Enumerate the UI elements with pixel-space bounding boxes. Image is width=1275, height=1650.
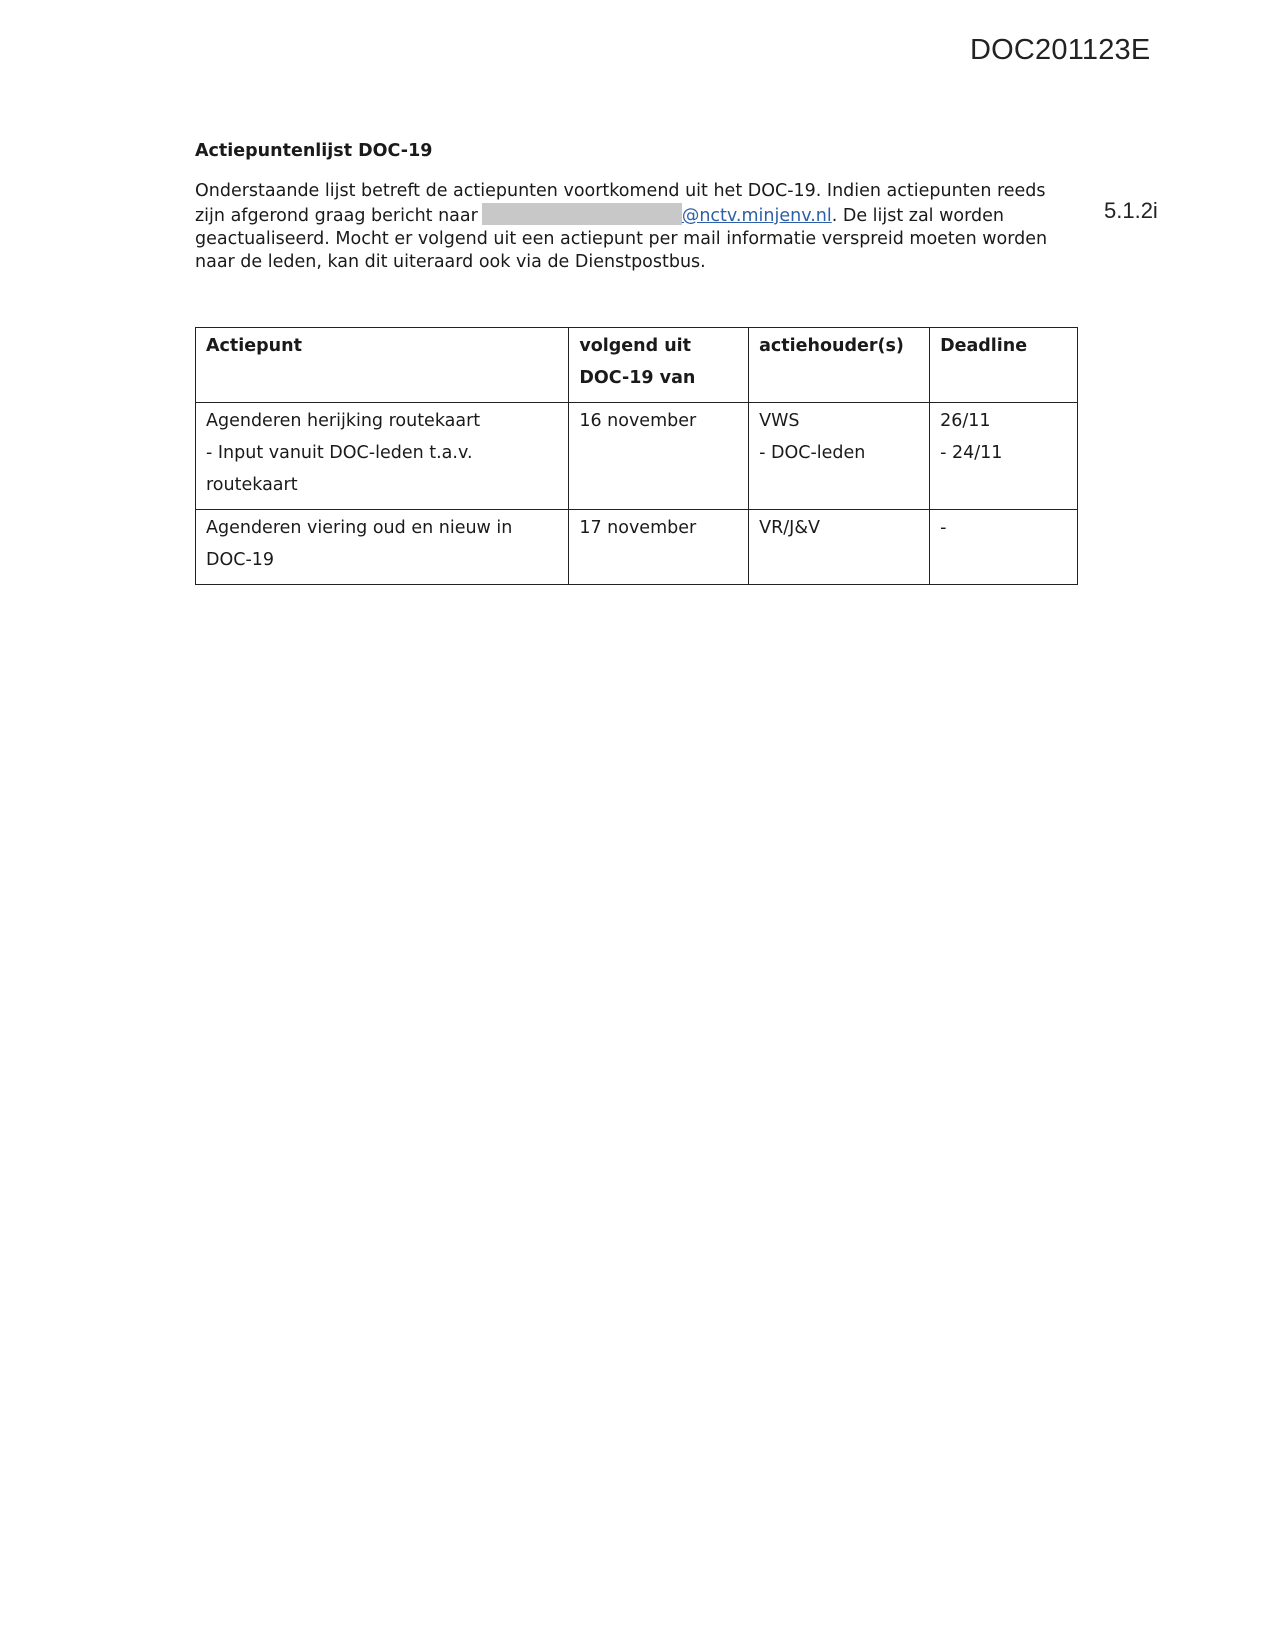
cell-text: routekaart xyxy=(206,475,298,495)
redaction-block xyxy=(482,203,682,225)
page-title: Actiepuntenlijst DOC-19 xyxy=(195,141,433,161)
cell-actiepunt xyxy=(196,403,569,510)
intro-line-2-end: . De lijst zal worden xyxy=(831,206,1004,226)
cell-text: VR/J&V xyxy=(759,518,820,538)
cell-deadline xyxy=(930,510,1078,585)
cell-deadline xyxy=(930,403,1078,510)
table-row xyxy=(196,403,1078,510)
header-volgend-uit xyxy=(569,328,749,403)
cell-actiehouder xyxy=(749,510,930,585)
header-volgend-line-1: volgend uit xyxy=(579,336,692,356)
header-volgend-line-2: DOC-19 van xyxy=(579,368,696,388)
intro-line-2-start: zijn afgerond graag bericht naar xyxy=(195,206,478,226)
cell-text: - Input vanuit DOC-leden t.a.v. xyxy=(206,443,473,463)
cell-text: DOC-19 xyxy=(206,550,275,570)
document-code: DOC201123E xyxy=(970,34,1151,66)
intro-line-4: naar de leden, kan dit uiteraard ook via de Dienstpostbus. xyxy=(195,252,706,272)
redaction-ground-code: 5.1.2i xyxy=(1104,198,1158,223)
header-actiepunt: Actiepunt xyxy=(196,328,569,403)
cell-text: Agenderen viering oud en nieuw in xyxy=(206,518,513,538)
cell-actiehouder xyxy=(749,403,930,510)
intro-line-1: Onderstaande lijst betreft de actiepunten voortkomend uit het DOC-19. Indien actiepunten reeds xyxy=(195,181,1046,201)
cell-text: 26/11 xyxy=(940,411,991,431)
email-link[interactable]: @nctv.minjenv.nl xyxy=(681,206,832,226)
cell-text: Agenderen herijking routekaart xyxy=(206,411,481,431)
cell-volgend-uit: 16 november xyxy=(569,403,749,510)
table-header-row xyxy=(196,328,1078,403)
intro-paragraph xyxy=(195,180,1075,274)
header-deadline: Deadline xyxy=(930,328,1078,403)
cell-text: - 24/11 xyxy=(940,443,1003,463)
cell-text: VWS xyxy=(759,411,800,431)
cell-text: - DOC-leden xyxy=(759,443,866,463)
intro-line-3: geactualiseerd. Mocht er volgend uit een actiepunt per mail informatie verspreid moeten worden xyxy=(195,229,1048,249)
cell-actiepunt xyxy=(196,510,569,585)
header-actiehouder: actiehouder(s) xyxy=(749,328,930,403)
table-row xyxy=(196,510,1078,585)
action-items-table xyxy=(195,327,1078,585)
cell-text: - xyxy=(940,518,947,538)
cell-volgend-uit: 17 november xyxy=(569,510,749,585)
